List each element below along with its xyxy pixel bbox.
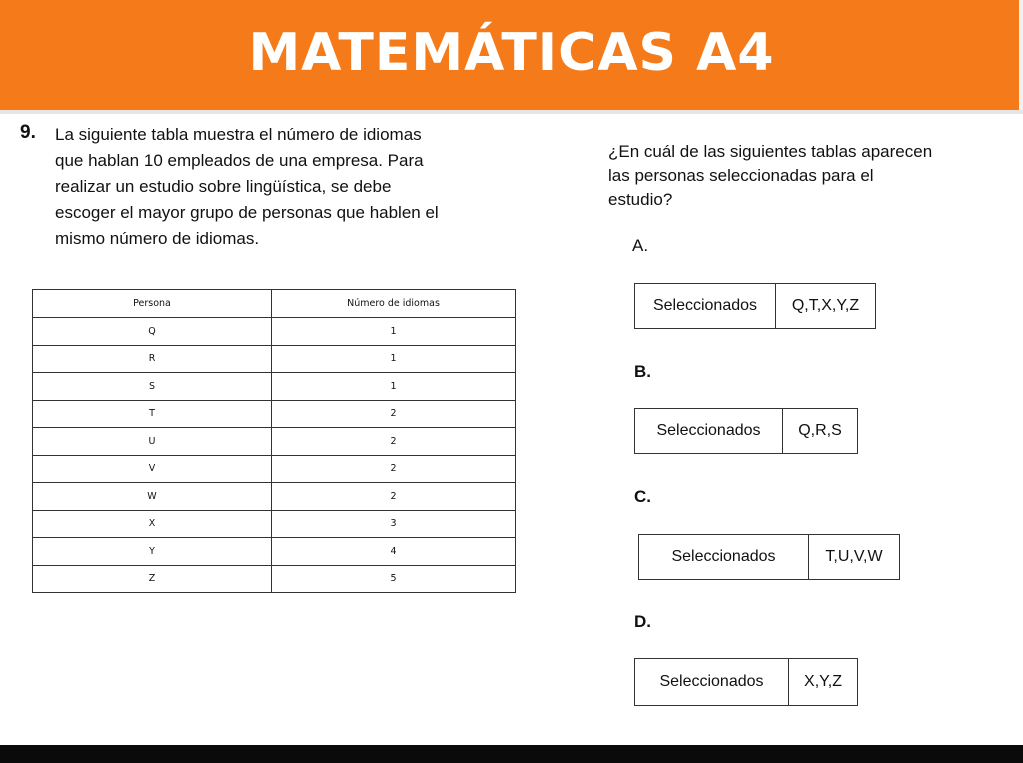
option-b-letter: B. [634,362,651,381]
question-prompt [608,140,1008,212]
table-row [33,538,516,566]
table-row [33,400,516,428]
option-c-letter: C. [634,487,651,506]
cell-idiomas: 1 [272,318,516,346]
question-line: mismo número de idiomas. [55,229,260,248]
cell-persona: U [33,428,272,456]
cell-persona: V [33,455,272,483]
banner-edge [1019,0,1023,110]
option-a-box[interactable] [634,283,876,329]
table-row [33,483,516,511]
bottom-bar [0,745,1023,763]
question-line: que hablan 10 empleados de una empresa. Para [55,151,424,170]
cell-persona: Z [33,565,272,593]
cell-persona: Q [33,318,272,346]
option-d-box[interactable] [634,658,858,706]
prompt-line: ¿En cuál de las siguientes tablas aparecen [608,142,933,161]
option-a-label: Seleccionados [635,284,776,328]
option-a-letter: A. [632,236,649,255]
table-row [33,510,516,538]
header-persona: Persona [33,290,272,318]
option-c-box[interactable] [638,534,900,580]
question-line: La siguiente tabla muestra el número de idiomas [55,125,422,144]
prompt-line: estudio? [608,190,673,209]
option-b-box[interactable] [634,408,858,454]
cell-persona: X [33,510,272,538]
cell-idiomas: 2 [272,400,516,428]
table-row [33,565,516,593]
option-c-value: T,U,V,W [825,548,883,565]
option-c-label: Seleccionados [639,535,809,579]
cell-idiomas: 1 [272,373,516,401]
cell-persona: Y [33,538,272,566]
header-idiomas: Número de idiomas [272,290,516,318]
cell-idiomas: 3 [272,510,516,538]
question-number: 9. [20,122,36,143]
cell-persona: W [33,483,272,511]
table-row [33,345,516,373]
option-d-letter: D. [634,612,651,631]
table-row [33,428,516,456]
cell-idiomas: 5 [272,565,516,593]
cell-idiomas: 2 [272,483,516,511]
cell-idiomas: 2 [272,428,516,456]
header-banner [0,0,1023,110]
question-line: realizar un estudio sobre lingüística, se debe [55,177,392,196]
languages-table [32,289,516,593]
prompt-line: las personas seleccionadas para el [608,166,874,185]
table-header-row [33,290,516,318]
table-row [33,455,516,483]
cell-persona: R [33,345,272,373]
cell-persona: S [33,373,272,401]
banner-divider [0,110,1023,114]
option-b-value: Q,R,S [798,422,842,439]
page-title: MATEMÁTICAS A4 [248,23,775,83]
cell-idiomas: 2 [272,455,516,483]
cell-idiomas: 1 [272,345,516,373]
table-row [33,373,516,401]
cell-idiomas: 4 [272,538,516,566]
option-a-value: Q,T,X,Y,Z [791,297,860,314]
table-row [33,318,516,346]
option-d-value: X,Y,Z [804,673,842,690]
option-d-label: Seleccionados [635,659,789,705]
question-statement [55,122,535,252]
option-b-label: Seleccionados [635,409,783,453]
cell-persona: T [33,400,272,428]
question-line: escoger el mayor grupo de personas que hablen el [55,203,439,222]
